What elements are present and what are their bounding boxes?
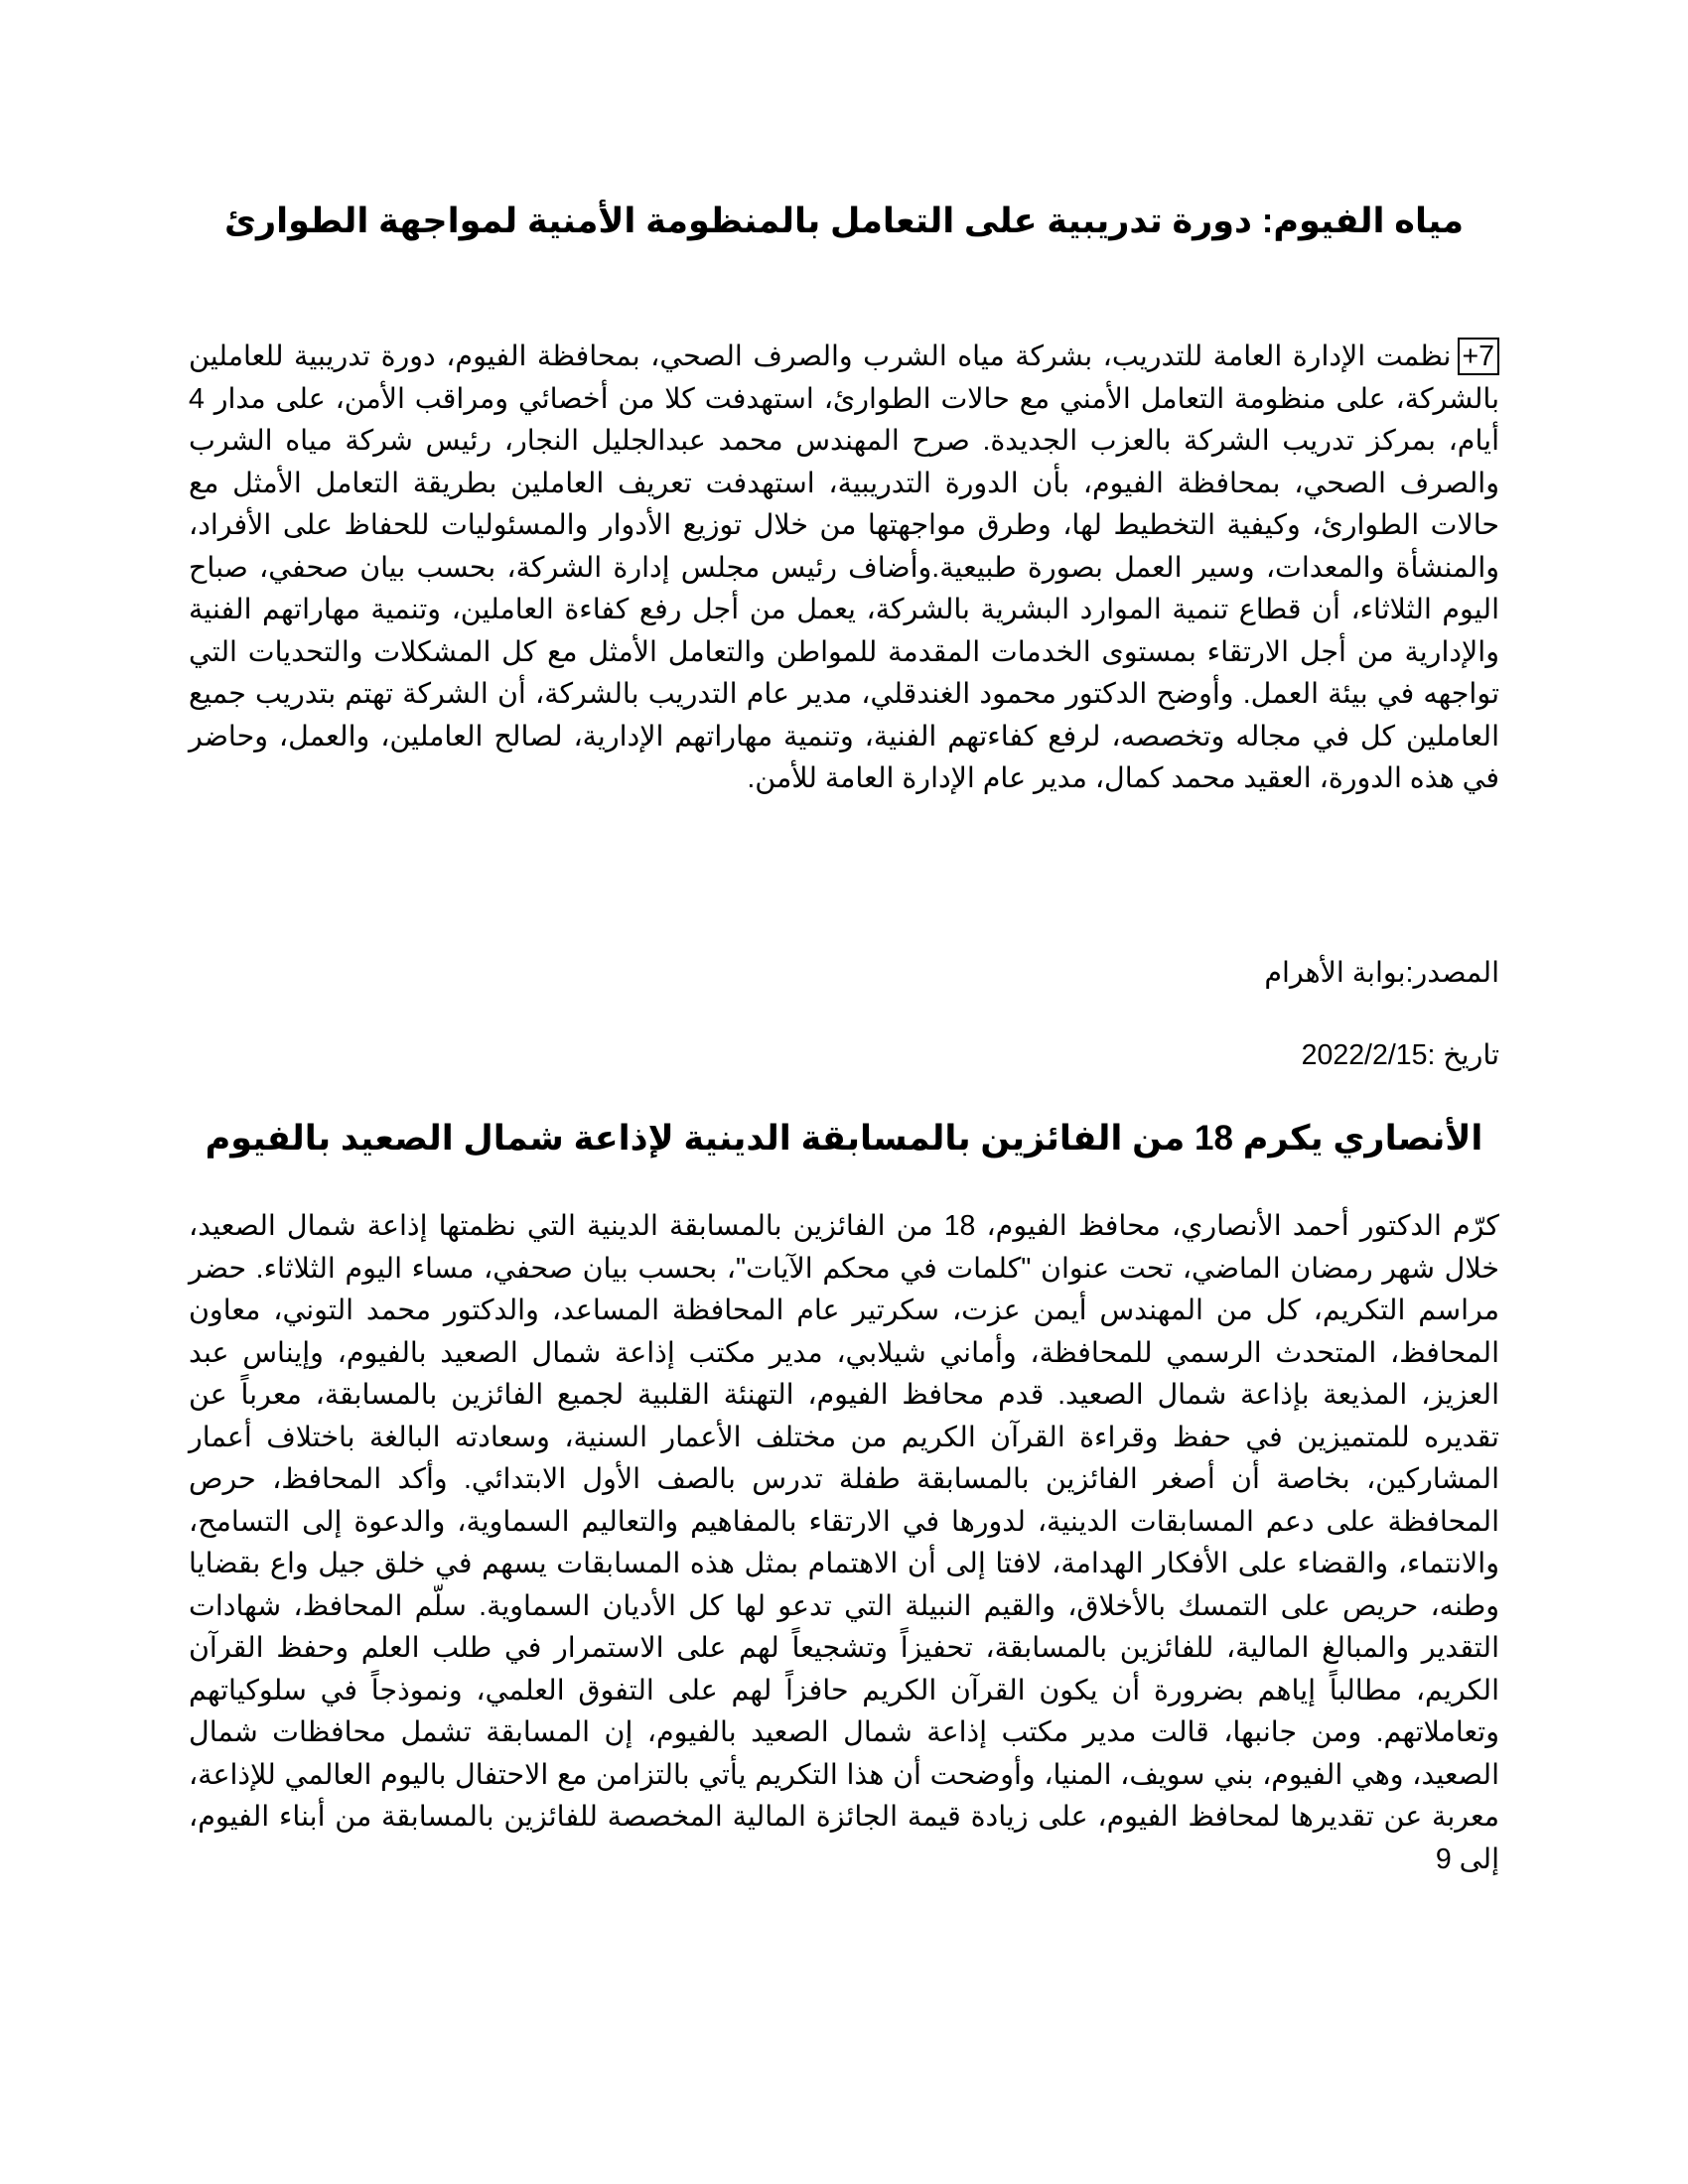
page-marker: +7 bbox=[1458, 338, 1500, 375]
date-value: 2022/2/15 bbox=[1301, 1039, 1428, 1071]
article-1-body bbox=[189, 336, 1499, 800]
article-2-body: كرّم الدكتور أحمد الأنصاري، محافظ الفيوم، 18 من الفائزين بالمسابقة الدينية التي نظمتها إذاعة شمال الصعيد، خلال شهر رمضان الماضي، تحت عنوان "كلمات في محكم الآيات"، بحسب بيان صحفي، مساء اليوم الثلاثاء. حضر مراسم التكريم، كل من المهندس أيمن عزت، سكرتير عام المحافظة المساعد، والدكتور محمد التوني، معاون المحافظ، المتحدث الرسمي للمحافظة، وأماني شيلابي، مدير مكتب إذاعة شمال الصعيد بالفيوم، وإيناس عبد العزيز، المذيعة بإذاعة شمال الصعيد. قدم محافظ الفيوم، التهنئة القلبية لجميع الفائزين بالمسابقة، معرباً عن تقديره للمتميزين في حفظ وقراءة القرآن الكريم من مختلف الأعمار السنية، وسعادته البالغة باختلاف أعمار المشاركين، بخاصة أن أصغر الفائزين بالمسابقة طفلة تدرس بالصف الأول الابتدائي. وأكد المحافظ، حرص المحافظة على دعم المسابقات الدينية، لدورها في الارتقاء بالمفاهيم والتعاليم السماوية، والدعوة إلى التسامح، والانتماء، والقضاء على الأفكار الهدامة، لافتا إلى أن الاهتمام بمثل هذه المسابقات يسهم في خلق جيل واع بقضايا وطنه، حريص على التمسك بالأخلاق، والقيم النبيلة التي تدعو لها كل الأديان السماوية. سلّم المحافظ، شهادات التقدير والمبالغ المالية، للفائزين بالمسابقة، تحفيزاً وتشجيعاً لهم على الاستمرار في طلب العلم وحفظ القرآن الكريم، مطالباً إياهم بضرورة أن يكون القرآن الكريم حافزاً لهم على التفوق العلمي، ونموذجاً في سلوكياتهم وتعاملاتهم. ومن جانبها، قالت مدير مكتب إذاعة شمال الصعيد بالفيوم، إن المسابقة تشمل محافظات شمال الصعيد، وهي الفيوم، بني سويف، المنيا، وأوضحت أن هذا التكريم يأتي بالتزامن مع الاحتفال باليوم العالمي للإذاعة، معربة عن تقديرها لمحافظ الفيوم، على زيادة قيمة الجائزة المالية المخصصة للفائزين بالمسابقة من أبناء الفيوم، إلى 9 bbox=[189, 1210, 1499, 1875]
source-text: المصدر:بوابة الأهرام bbox=[1264, 957, 1499, 989]
date-line bbox=[1302, 1034, 1499, 1076]
article-2-title: الأنصاري يكرم 18 من الفائزين بالمسابقة الدينية لإذاعة شمال الصعيد بالفيوم bbox=[205, 1119, 1483, 1158]
source-line bbox=[1264, 952, 1499, 994]
article-1-title: مياه الفيوم: دورة تدريبية على التعامل بالمنظومة الأمنية لمواجهة الطوارئ bbox=[223, 202, 1465, 240]
date-label: تاريخ : bbox=[1427, 1039, 1499, 1071]
article-1-text: نظمت الإدارة العامة للتدريب، بشركة مياه الشرب والصرف الصحي، بمحافظة الفيوم، دورة تدريبية للعاملين بالشركة، على منظومة التعامل الأمني مع حالات الطوارئ، استهدفت كلا من أخصائي ومراقب الأمن، على مدار 4 أيام، بمركز تدريب الشركة بالعزب الجديدة. صرح المهندس محمد عبدالجليل النجار، رئيس شركة مياه الشرب والصرف الصحي، بمحافظة الفيوم، بأن الدورة التدريبية، استهدفت تعريف العاملين بطريقة التعامل الأمثل مع حالات الطوارئ، وكيفية التخطيط لها، وطرق مواجهتها من خلال توزيع الأدوار والمسئوليات للحفاظ على الأفراد، والمنشأة والمعدات، وسير العمل بصورة طبيعية.وأضاف رئيس مجلس إدارة الشركة، بحسب بيان صحفي، صباح اليوم الثلاثاء، أن قطاع تنمية الموارد البشرية بالشركة، يعمل من أجل رفع كفاءة العاملين، وتنمية مهاراتهم الفنية والإدارية من أجل الارتقاء بمستوى الخدمات المقدمة للمواطن والتعامل الأمثل مع كل المشكلات والتحديات التي تواجهه في بيئة العمل. وأوضح الدكتور محمود الغندقلي، مدير عام التدريب بالشركة، أن الشركة تهتم بتدريب جميع العاملين كل في مجاله وتخصصه، لرفع كفاءتهم الفنية، وتنمية مهاراتهم الإدارية، لصالح العاملين، والعمل، وحاضر في هذه الدورة، العقيد محمد كمال، مدير عام الإدارة العامة للأمن. bbox=[189, 341, 1499, 794]
